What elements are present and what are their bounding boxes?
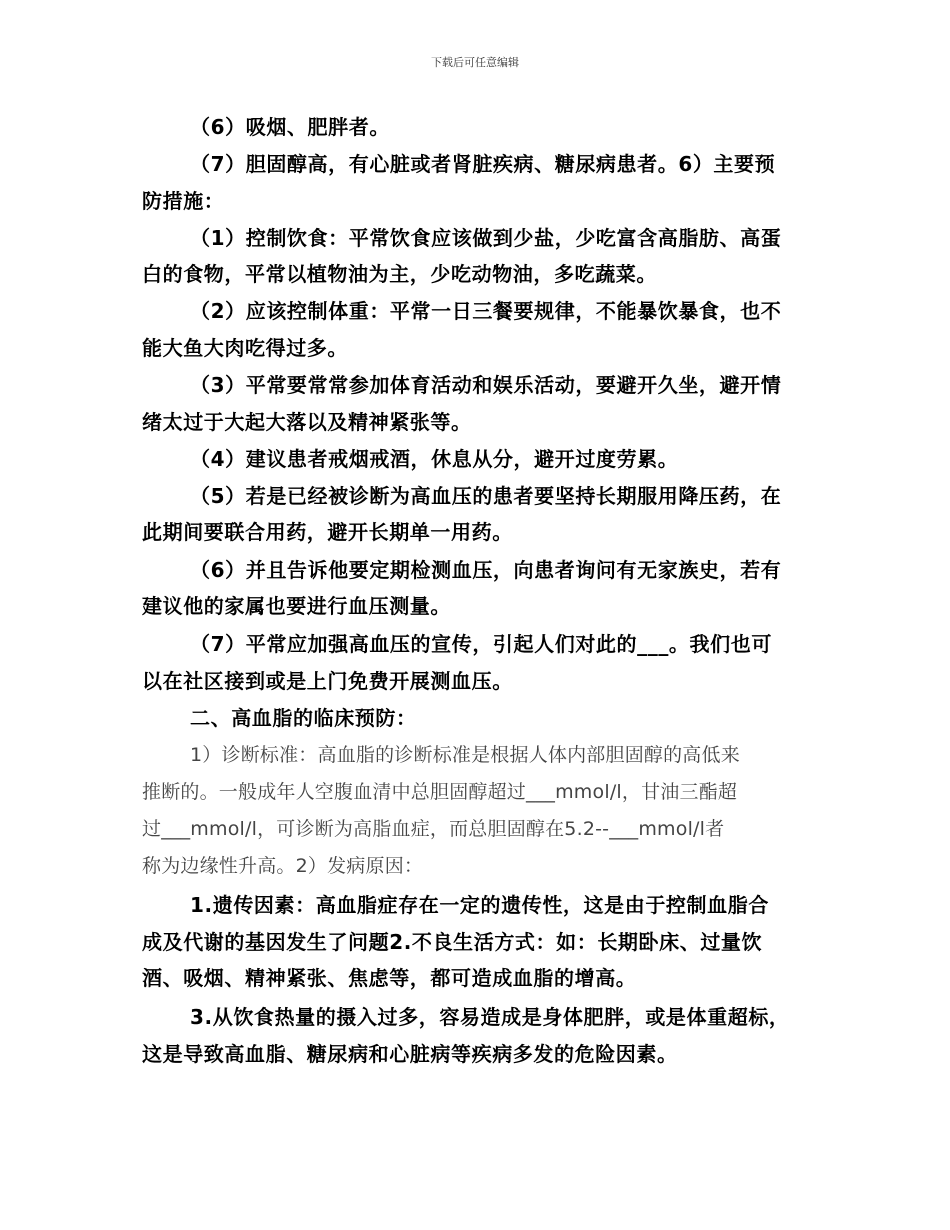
text-line: 过___mmol/l，可诊断为高脂血症，而总胆固醇在5.2--___mmol/l者 [142, 818, 725, 840]
text-line: 此期间要联合用药，避开长期单一用药。 [142, 520, 513, 544]
text-line: 推断的。一般成年人空腹血清中总胆固醇超过___mmol/l，甘油三酯超 [142, 781, 738, 803]
text-line: 这是导致高血脂、糖尿病和心脏病等疾病多发的危险因素。 [142, 1042, 678, 1066]
text-line: 能大鱼大肉吃得过多。 [142, 336, 348, 360]
text-line: 成及代谢的基因发生了问题2.不良生活方式：如：长期卧床、过量饮 [142, 930, 763, 954]
text-line: 防措施： [142, 189, 225, 213]
text-line: 绪太过于大起大落以及精神紧张等。 [142, 410, 472, 434]
text-line: （3）平常要常常参加体育活动和娱乐活动，要避开久坐，避开情 [190, 373, 782, 397]
text-line: 1）诊断标准：高血脂的诊断标准是根据人体内部胆固醇的高低来 [190, 744, 740, 766]
text-line: 酒、吸烟、精神紧张、焦虑等，都可造成血脂的增高。 [142, 966, 637, 990]
text-line: （7）平常应加强高血压的宣传，引起人们对此的___。我们也可 [190, 632, 772, 656]
text-line: （6）吸烟、肥胖者。 [190, 115, 390, 139]
text-line: 以在社区接到或是上门免费开展测血压。 [142, 669, 513, 693]
text-line: 1.遗传因素：高血脂症存在一定的遗传性，这是由于控制血脂合 [190, 893, 769, 917]
text-line: 称为边缘性升高。2）发病原因： [142, 855, 424, 877]
text-line: （7）胆固醇高，有心脏或者肾脏疾病、糖尿病患者。6）主要预 [190, 152, 776, 176]
text-line: 3.从饮食热量的摄入过多，容易造成是身体肥胖，或是体重超标， [190, 1005, 790, 1029]
section-heading: 二、高血脂的临床预防： [190, 706, 417, 730]
text-line: （2）应该控制体重：平常一日三餐要规律，不能暴饮暴食，也不 [190, 299, 782, 323]
page-header: 下载后可任意编辑 [431, 56, 519, 69]
text-line: （6）并且告诉他要定期检测血压，向患者询问有无家族史，若有 [190, 558, 782, 582]
text-line: 建议他的家属也要进行血压测量。 [142, 594, 451, 618]
text-line: 白的食物，平常以植物油为主，少吃动物油，多吃蔬菜。 [142, 262, 657, 286]
text-line: （4）建议患者戒烟戒酒，休息从分，避开过度劳累。 [190, 447, 679, 471]
text-line: （5）若是已经被诊断为高血压的患者要坚持长期服用降压药，在 [190, 484, 782, 508]
text-line: （1）控制饮食：平常饮食应该做到少盐，少吃富含高脂肪、高蛋 [190, 226, 782, 250]
